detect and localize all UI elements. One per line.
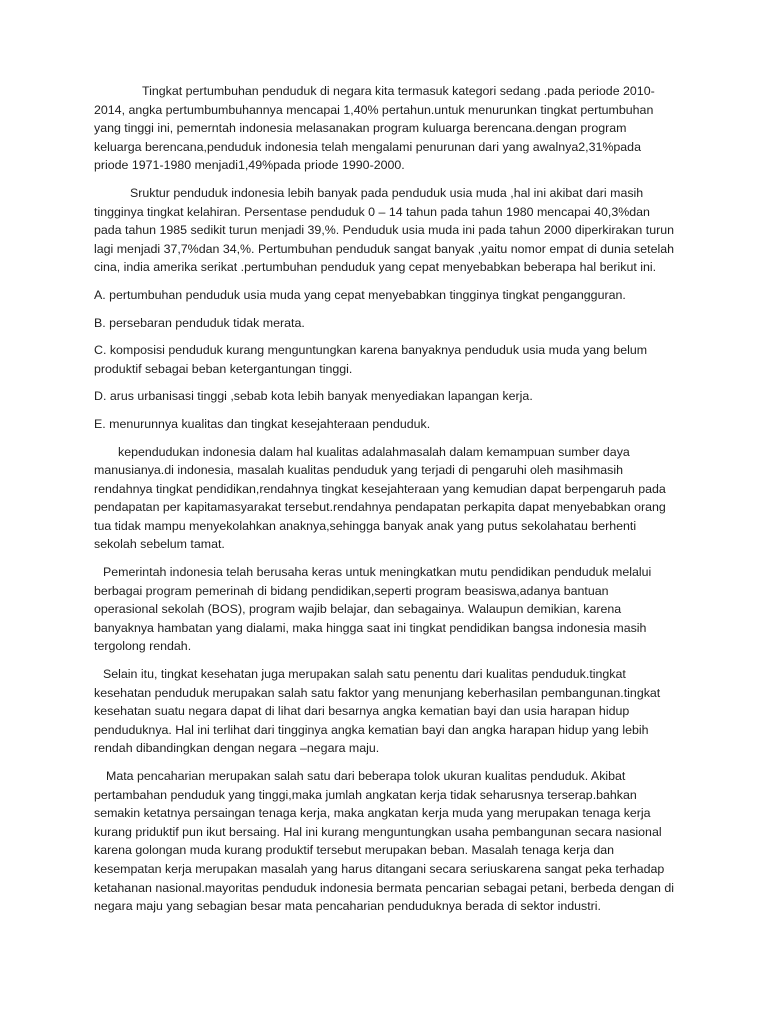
paragraph-education-programs: Pemerintah indonesia telah berusaha keras untuk meningkatkan mutu pendidikan penduduk melalui berbagai program pemerinah di bidang pendidikan,seperti program beasiswa,adanya bantuan operasional sekolah (BOS), program wajib belajar, dan sebagainya. Walaupun demikian, karena banyaknya hambatan yang dialami, maka hingga saat ini tingkat pendidikan bangsa indonesia masih tergolong rendah. bbox=[94, 565, 652, 654]
list-item: B. persebaran penduduk tidak merata. bbox=[94, 315, 305, 330]
paragraph-health: Selain itu, tingkat kesehatan juga merupakan salah satu penentu dari kualitas penduduk.tingkat kesehatan penduduk merupakan salah satu faktor yang menunjang keberhasilan pembangunan.tingkat kesehatan suatu negara dapat di lihat dari besarnya angka kematian bayi dan usia harapan hidup penduduknya. Hal ini terlihat dari tingginya angka kematian bayi dan angka harapan hidup yang lebih rendah dibandingkan dengan negara –negara maju. bbox=[94, 667, 661, 756]
list-item: A. pertumbuhan penduduk usia muda yang cepat menyebabkan tingginya tingkat pengangguran. bbox=[94, 287, 626, 302]
paragraph-population-structure: Sruktur penduduk indonesia lebih banyak pada penduduk usia muda ,hal ini akibat dari masih tingginya tingkat kelahiran. Persentase penduduk 0 – 14 tahun pada tahun 1980 mencapai 40,3%dan pada tahun 1985 sedikit turun menjadi 39,%. Penduduk usia muda ini pada tahun 2000 diperkirakan turun lagi menjadi 37,7%dan 34,%. Pertumbuhan penduduk sangat banyak ,yaitu nomor empat di dunia setelah cina, india amerika serikat .pertumbuhan penduduk yang cepat menyebabkan beberapa hal berikut ini. bbox=[94, 185, 675, 275]
paragraph-growth-rate: Tingkat pertumbuhan penduduk di negara kita termasuk kategori sedang .pada periode 2010-2014, angka pertumbumbuhannya mencapai 1,40% pertahun.untuk menurunkan tingkat pertumbuhan yang tinggi ini, pemerntah indonesia melasanakan program kuluarga berencana.dengan program keluarga berencana,penduduk indonesia telah mengalami penurunan dari yang awalnya2,31%pada priode 1971-1980 menjadi1,49%pada priode 1990-2000. bbox=[94, 84, 655, 173]
list-item: C. komposisi penduduk kurang menguntungkan karena banyaknya penduduk usia muda yang belum produktif sebagai beban ketergantungan tinggi. bbox=[94, 343, 648, 376]
list-item: E. menurunnya kualitas dan tingkat kesejahteraan penduduk. bbox=[94, 416, 431, 431]
document-page bbox=[94, 82, 676, 925]
paragraph-population-quality: kependudukan indonesia dalam hal kualitas adalahmasalah dalam kemampuan sumber daya manusianya.di indonesia, masalah kualitas penduduk yang terjadi di pengaruhi oleh masihmasih rendahnya tingkat pendidikan,rendahnya tingkat kesejahteraan yang kemudian dapat berpengaruh pada pendapatan per kapitamasyarakat tersebut.rendahnya pendapatan perkapita dapat menyebabkan orang tua tidak mampu menyekolahkan anaknya,sehingga banyak anak yang putus sekolahatau berhenti sekolah sebelum tamat. bbox=[94, 444, 666, 552]
paragraph-livelihood: Mata pencaharian merupakan salah satu dari beberapa tolok ukuran kualitas penduduk. Akibat pertambahan penduduk yang tinggi,maka jumlah angkatan kerja tidak seharusnya terserap.bahkan semakin ketatnya persaingan tenaga kerja, maka angkatan kerja muda yang merupakan tenaga kerja kurang priduktif pun ikut bersaing. Hal ini kurang menguntungkan usaha pembangunan secara nasional karena golongan muda kurang produktif tersebut merupakan beban. Masalah tenaga kerja dan kesempatan kerja merupakan masalah yang harus ditangani secara seriuskarena sangat peka terhadap ketahanan nasional.mayoritas penduduk indonesia bermata pencarian sebagai petani, berbeda dengan di negara maju yang sebagian besar mata pencaharian penduduknya berada di sektor industri. bbox=[94, 769, 675, 914]
consequence-list bbox=[94, 286, 676, 434]
list-item: D. arus urbanisasi tinggi ,sebab kota lebih banyak menyediakan lapangan kerja. bbox=[94, 389, 533, 404]
